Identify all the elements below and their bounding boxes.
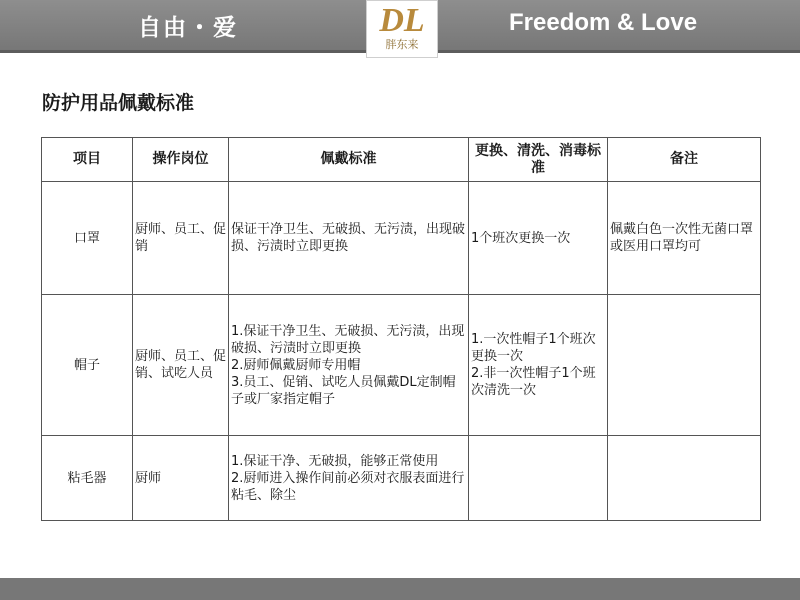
cell-position: 厨师 (133, 436, 229, 521)
table-row (42, 182, 761, 295)
cell-replace (469, 182, 608, 295)
cell-standard (229, 295, 469, 436)
col-header-item: 项目 (42, 138, 133, 182)
cell-note (608, 436, 761, 521)
col-header-replace: 更换、清洗、消毒标准 (469, 138, 608, 182)
standard-line: 2.厨师佩戴厨师专用帽 (231, 357, 361, 373)
col-header-position: 操作岗位 (133, 138, 229, 182)
header-right-title: Freedom & Love (509, 9, 698, 36)
standard-table (41, 137, 761, 521)
cell-item: 帽子 (42, 295, 133, 436)
logo-mark: DL (379, 2, 425, 39)
page-title: 防护用品佩戴标准 (42, 92, 195, 114)
cell-standard (229, 182, 469, 295)
standard-line: 2.厨师进入操作间前必须对衣服表面进行粘毛、除尘 (231, 470, 465, 503)
col-header-standard: 佩戴标准 (229, 138, 469, 182)
standard-line: 3.员工、促销、试吃人员佩戴DL定制帽子或厂家指定帽子 (231, 374, 456, 407)
standard-line: 1.保证干净卫生、无破损、无污渍，出现破损、污渍时立即更换 (231, 323, 465, 356)
replace-line: 2.非一次性帽子1个班次清洗一次 (471, 366, 596, 398)
replace-line: 1个班次更换一次 (471, 230, 571, 246)
header-left-title: 自由・爱 (138, 15, 238, 41)
standard-line: 1.保证干净、无破损，能够正常使用 (231, 453, 439, 469)
cell-replace (469, 295, 608, 436)
standard-line: 保证干净卫生、无破损、无污渍，出现破损、污渍时立即更换 (231, 222, 466, 254)
cell-item: 粘毛器 (42, 436, 133, 521)
table-row (42, 436, 761, 521)
cell-note: 佩戴白色一次性无菌口罩或医用口罩均可 (608, 182, 761, 295)
cell-note (608, 295, 761, 436)
dl-logo (366, 0, 438, 58)
table-header-row (42, 138, 761, 182)
col-header-note: 备注 (608, 138, 761, 182)
table-row (42, 295, 761, 436)
cell-position: 厨师、员工、促销 (133, 182, 229, 295)
logo-sub: 胖东来 (385, 38, 419, 51)
cell-item: 口罩 (42, 182, 133, 295)
cell-position: 厨师、员工、促销、试吃人员 (133, 295, 229, 436)
replace-line: 1.一次性帽子1个班次更换一次 (471, 332, 596, 364)
cell-replace (469, 436, 608, 521)
cell-standard (229, 436, 469, 521)
footer-band (0, 578, 800, 600)
